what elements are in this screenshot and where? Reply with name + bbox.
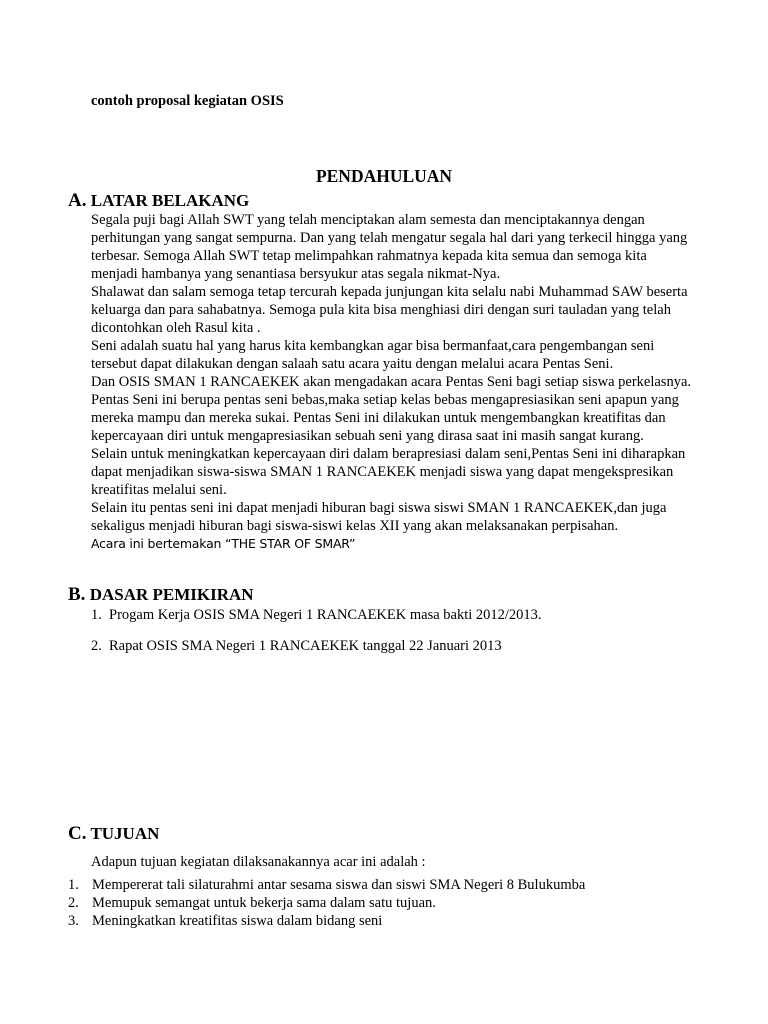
list-item bbox=[68, 876, 585, 894]
list-item-number: 2. bbox=[91, 638, 102, 654]
section-a-heading bbox=[68, 190, 249, 212]
list-item-number: 2. bbox=[68, 895, 79, 911]
list-item-text: Mempererat tali silaturahmi antar sesama siswa dan siswi SMA Negeri 8 Bulukumba bbox=[92, 877, 586, 893]
section-a-letter: A. bbox=[68, 190, 87, 211]
paragraph: Shalawat dan salam semoga tetap tercurah kepada junjungan kita selalu nabi Muhammad SAW beserta keluarga dan para sahabatnya. Semoga pula kita bisa menghiasi diri dengan suri tauladan yang telah dicontohkan oleh Rasul kita . bbox=[91, 284, 688, 336]
theme-line: Acara ini bertemakan “THE STAR OF SMAR” bbox=[91, 536, 356, 551]
paragraph: Selain itu pentas seni ini dapat menjadi hiburan bagi siswa siswi SMAN 1 RANCAEKEK,dan juga sekaligus menjadi hiburan bagi siswa-siswi kelas XII yang akan melaksanakan perpisahan. bbox=[91, 500, 667, 534]
list-item-text: Rapat OSIS SMA Negeri 1 RANCAEKEK tanggal 22 Januari 2013 bbox=[109, 638, 502, 654]
section-b-heading bbox=[68, 584, 254, 606]
section-c-letter: C. bbox=[68, 823, 87, 844]
document-title: contoh proposal kegiatan OSIS bbox=[91, 93, 284, 109]
list-item bbox=[68, 894, 585, 912]
list-item-text: Meningkatkan kreatifitas siswa dalam bidang seni bbox=[92, 913, 383, 929]
list-item bbox=[91, 607, 542, 624]
section-c-title: TUJUAN bbox=[90, 824, 160, 843]
list-item bbox=[68, 912, 585, 930]
list-item-text: Progam Kerja OSIS SMA Negeri 1 RANCAEKEK masa bakti 2012/2013. bbox=[109, 607, 542, 623]
paragraph: Segala puji bagi Allah SWT yang telah menciptakan alam semesta dan menciptakannya dengan perhitungan yang sangat sempurna. Dan yang telah mengatur segala hal dari yang terkecil hingga yang terbesar. Semoga Allah SWT tetap melimpahkan rahmatnya kepada kita semua dan semoga kita menjadi hambanya yang senantiasa bersyukur atas segala nikmat-Nya. bbox=[91, 212, 688, 282]
list-item-number: 1. bbox=[91, 607, 102, 623]
section-b-letter: B. bbox=[68, 584, 86, 605]
section-a-title: LATAR BELAKANG bbox=[90, 191, 250, 210]
main-heading: PENDAHULUAN bbox=[315, 166, 453, 186]
paragraph: Seni adalah suatu hal yang harus kita kembangkan agar bisa bermanfaat,cara pengembangan seni tersebut dapat dilakukan dengan salaah satu acara yaitu dengan melalui acara Pentas Seni. bbox=[91, 338, 655, 372]
paragraph: Selain untuk meningkatkan kepercayaan diri dalam berapresiasi dalam seni,Pentas Seni ini diharapkan dapat menjadikan siswa-siswa SMAN 1 RANCAEKEK menjadi siswa yang dapat mengekspresikan kreatifitas melalui seni. bbox=[91, 446, 686, 498]
section-c-heading bbox=[68, 823, 159, 845]
section-a-body bbox=[91, 211, 691, 553]
section-b-title: DASAR PEMIKIRAN bbox=[89, 585, 254, 604]
section-b-list bbox=[91, 607, 542, 655]
list-item bbox=[91, 638, 542, 655]
section-c-intro: Adapun tujuan kegiatan dilaksanakannya acar ini adalah : bbox=[91, 854, 426, 870]
list-item-text: Memupuk semangat untuk bekerja sama dalam satu tujuan. bbox=[92, 895, 436, 911]
paragraph: Dan OSIS SMAN 1 RANCAEKEK akan mengadakan acara Pentas Seni bagi setiap siswa perkelasnya. Pentas Seni ini berupa pentas seni bebas,maka setiap kelas bebas mengapresiasikan seni apapun yang mereka mampu dan mereka sukai. Pentas Seni ini dilakukan untuk mengembangkan kreatifitas dan kepercayaan diri untuk mengapresiasikan sebuah seni yang dirasa saat ini masih sangat kurang. bbox=[91, 374, 692, 444]
list-item-number: 1. bbox=[68, 877, 79, 893]
list-item-number: 3. bbox=[68, 913, 79, 929]
section-c-list bbox=[68, 876, 585, 930]
